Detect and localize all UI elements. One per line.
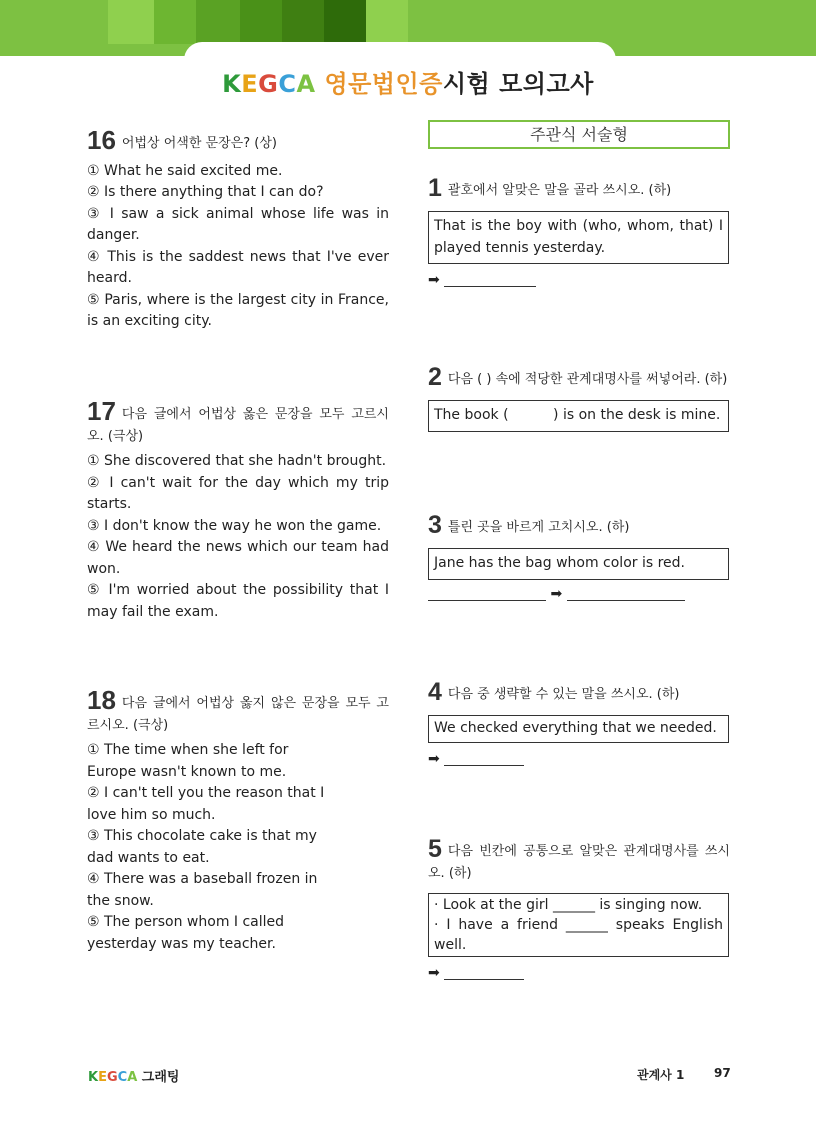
header-stripe [196, 0, 240, 44]
question-16 [87, 125, 389, 333]
question-prompt: 괄호에서 알맞은 말을 골라 쓰시오. (하) [447, 183, 672, 198]
question-18 [87, 685, 389, 955]
answer-line [428, 751, 730, 767]
option-3: ③ I saw a sick animal whose life was in danger. [87, 205, 389, 243]
header-stripe [240, 0, 282, 44]
subjective-question-4 [428, 678, 730, 767]
option-2: ② I can't wait for the day which my trip starts. [87, 474, 389, 512]
question-prompt: 다음 글에서 어법상 옳지 않은 문장을 모두 고르시오. (극상) [87, 696, 389, 733]
brand-logo: KEGCA [222, 70, 316, 98]
answer-line [428, 586, 730, 602]
question-header [428, 363, 730, 392]
option-4: ④ We heard the news which our team had won. [87, 539, 389, 577]
question-17 [87, 396, 389, 623]
question-number: 3 [428, 511, 442, 539]
footer-label: 그래팅 [141, 1070, 180, 1085]
option-5: ⑤ The person whom I called yesterday was my teacher. [87, 914, 285, 952]
option-5: ⑤ Paris, where is the largest city in France, is an exciting city. [87, 291, 389, 329]
box-line-2: · I have a friend ______ speaks English well. [434, 917, 723, 953]
question-header [428, 174, 730, 203]
question-box: We checked everything that we needed. [428, 715, 729, 743]
question-box: The book ( ) is on the desk is mine. [428, 400, 729, 432]
question-prompt: 어법상 어색한 문장은? (상) [121, 136, 277, 151]
question-prompt: 다음 ( ) 속에 적당한 관계대명사를 써넣어라. (하) [447, 372, 728, 387]
header-stripe [108, 0, 154, 44]
answer-blank[interactable] [444, 965, 524, 980]
title-part3: 모의고사 [499, 70, 594, 98]
option-2: ② I can't tell you the reason that I love him so much. [87, 785, 325, 823]
option-4: ④ There was a baseball frozen in the snow. [87, 871, 318, 909]
question-prompt: 다음 중 생략할 수 있는 말을 쓰시오. (하) [447, 687, 680, 702]
question-header [428, 678, 730, 707]
option-1: ① She discovered that she hadn't brought. [87, 453, 387, 469]
footer-logo: KEGCA [88, 1070, 138, 1085]
question-header [87, 125, 389, 155]
question-prompt: 다음 글에서 어법상 옳은 문장을 모두 고르시오. (극상) [87, 407, 389, 444]
question-prompt: 다음 빈칸에 공통으로 알맞은 관계대명사를 쓰시오. (하) [428, 844, 730, 881]
subjective-question-5 [428, 835, 730, 981]
subjective-question-1 [428, 174, 730, 288]
question-number: 16 [87, 125, 116, 155]
subjective-question-2 [428, 363, 730, 432]
subjective-question-3 [428, 511, 730, 602]
option-4: ④ This is the saddest news that I've ever heard. [87, 248, 389, 286]
header-stripe [282, 0, 324, 44]
question-number: 1 [428, 174, 442, 202]
section-title: 주관식 서술형 [428, 120, 730, 149]
title-part2: 시험 [442, 70, 491, 98]
question-number: 5 [428, 835, 442, 863]
answer-blank[interactable] [444, 272, 536, 287]
arrow-icon: ➡ [428, 750, 440, 767]
arrow-icon: ➡ [428, 965, 440, 981]
answer-line [428, 272, 730, 288]
footer-brand [88, 1066, 179, 1085]
question-header [87, 685, 389, 736]
question-number: 2 [428, 363, 442, 391]
box-line-1: · Look at the girl ______ is singing now. [434, 897, 703, 913]
footer-chapter: 관계사 1 [637, 1068, 685, 1082]
question-number: 17 [87, 396, 116, 426]
correct-blank[interactable] [567, 586, 685, 601]
option-1: ① What he said excited me. [87, 162, 283, 179]
question-prompt: 틀린 곳을 바르게 고치시오. (하) [447, 520, 630, 535]
answer-blank[interactable] [444, 751, 524, 766]
question-header [428, 835, 730, 885]
arrow-icon: ➡ [428, 272, 440, 288]
question-header [428, 511, 730, 540]
option-3: ③ This chocolate cake is that my dad wants to eat. [87, 828, 317, 866]
option-2: ② Is there anything that I can do? [87, 184, 324, 200]
question-box [428, 893, 729, 957]
option-1: ① The time when she left for Europe wasn't known to me. [87, 742, 289, 780]
page-title [0, 64, 816, 99]
page-number: 97 [714, 1066, 731, 1080]
question-number: 4 [428, 678, 442, 706]
option-3: ③ I don't know the way he won the game. [87, 517, 382, 534]
answer-line [428, 965, 730, 981]
question-number: 18 [87, 685, 116, 715]
header-stripe [324, 0, 366, 44]
arrow-icon: ➡ [550, 585, 563, 602]
header-stripe [154, 0, 196, 44]
question-header [87, 396, 389, 447]
question-box: That is the boy with (who, whom, that) I played tennis yesterday. [428, 211, 729, 264]
question-box: Jane has the bag whom color is red. [428, 548, 729, 580]
wrong-blank[interactable] [428, 586, 546, 601]
title-part1: 영문법인증 [324, 70, 443, 98]
header-stripe [366, 0, 408, 44]
option-5: ⑤ I'm worried about the possibility that I may fail the exam. [87, 582, 389, 620]
